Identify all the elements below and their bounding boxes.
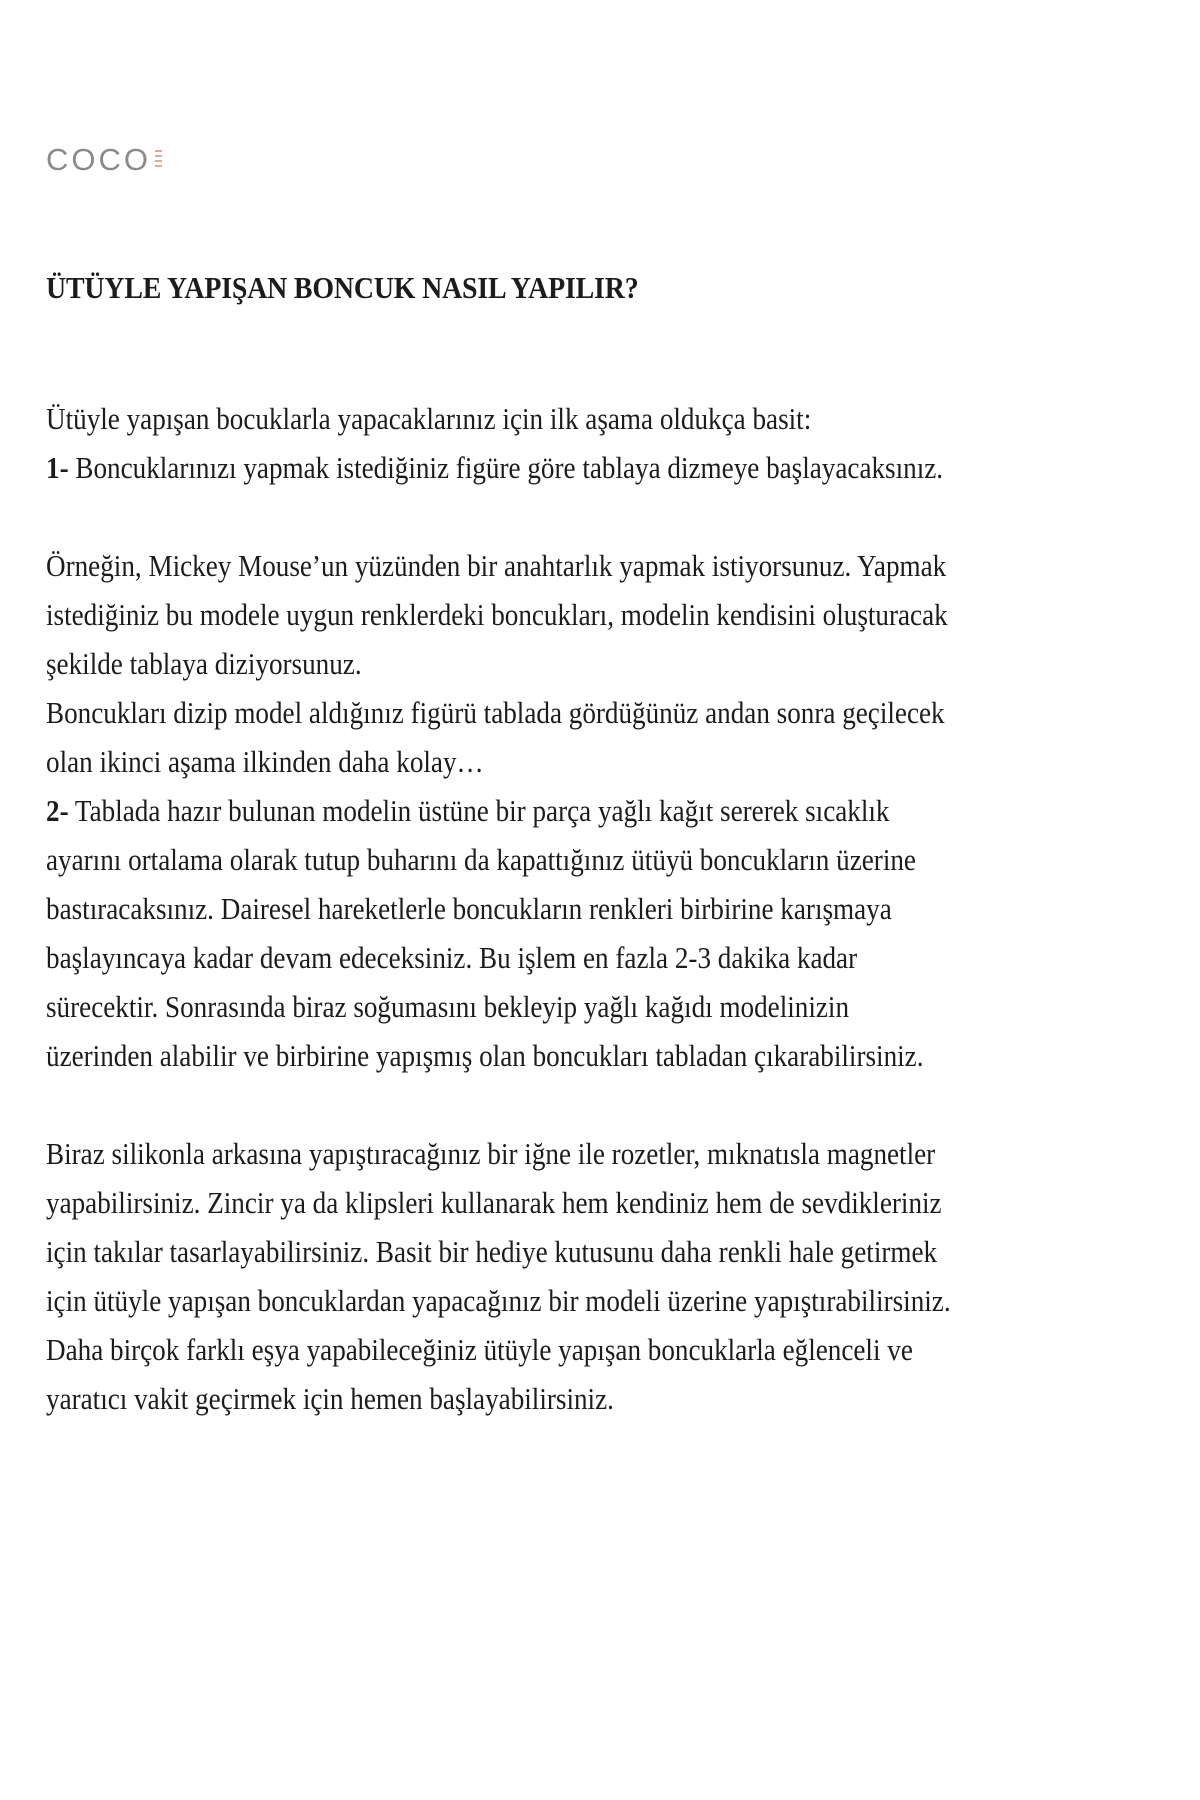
article-line: için ütüyle yapışan boncuklardan yapacağınız bir modeli üzerine yapıştırabilirsiniz.: [46, 1283, 951, 1318]
article-line-step-2: 2- Tablada hazır bulunan modelin üstüne bir parça yağlı kağıt sererek sıcaklık: [46, 793, 890, 828]
article-line: Biraz silikonla arkasına yapıştıracağınız bir iğne ile rozetler, mıknatısla magnetler: [46, 1136, 936, 1171]
article-line: bastıracaksınız. Dairesel hareketlerle boncukların renkleri birbirine karışmaya: [46, 891, 892, 926]
article-line: yaratıcı vakit geçirmek için hemen başlayabilirsiniz.: [46, 1381, 614, 1416]
paragraph-gap: [46, 492, 1156, 541]
article-line: şekilde tablaya diziyorsunuz.: [46, 646, 362, 681]
article-title: ÜTÜYLE YAPIŞAN BONCUK NASIL YAPILIR?: [46, 270, 639, 305]
article-line: üzerinden alabilir ve birbirine yapışmış olan boncukları tabladan çıkarabilirsiniz.: [46, 1038, 924, 1073]
article-line: istediğiniz bu modele uygun renklerdeki boncukları, modelin kendisini oluşturacak: [46, 597, 948, 632]
article-line: Örneğin, Mickey Mouse’un yüzünden bir anahtarlık yapmak istiyorsunuz. Yapmak: [46, 548, 947, 583]
paragraph-gap: [46, 1080, 1156, 1129]
logo-accent-mark: [154, 148, 163, 172]
article-line: Daha birçok farklı eşya yapabileceğiniz ütüyle yapışan boncuklarla eğlenceli ve: [46, 1332, 913, 1367]
article-line: için takılar tasarlayabilirsiniz. Basit bir hediye kutusunu daha renkli hale getirmek: [46, 1234, 938, 1269]
article-line: olan ikinci aşama ilkinden daha kolay…: [46, 744, 484, 779]
article-body: [46, 394, 1156, 1423]
article-line-step-1: 1- Boncuklarınızı yapmak istediğiniz figüre göre tablaya dizmeye başlayacaksınız.: [46, 450, 944, 485]
article: [46, 270, 1156, 1423]
article-line: ayarını ortalama olarak tutup buharını da kapattığınız ütüyü boncukların üzerine: [46, 842, 916, 877]
article-line: yapabilirsiniz. Zincir ya da klipsleri kullanarak hem kendiniz hem de sevdikleriniz: [46, 1185, 942, 1220]
article-line: sürecektir. Sonrasında biraz soğumasını bekleyip yağlı kağıdı modelinizin: [46, 989, 850, 1024]
step-number: 1-: [46, 450, 69, 485]
step-number: 2-: [46, 793, 69, 828]
article-line: Ütüyle yapışan bocuklarla yapacaklarınız için ilk aşama oldukça basit:: [46, 401, 812, 436]
logo-text: COCO: [46, 142, 151, 177]
article-line: başlayıncaya kadar devam edeceksiniz. Bu işlem en fazla 2-3 dakika kadar: [46, 940, 858, 975]
article-line: Boncukları dizip model aldığınız figürü tablada gördüğünüz andan sonra geçilecek: [46, 695, 945, 730]
brand-logo[interactable]: [46, 140, 163, 180]
